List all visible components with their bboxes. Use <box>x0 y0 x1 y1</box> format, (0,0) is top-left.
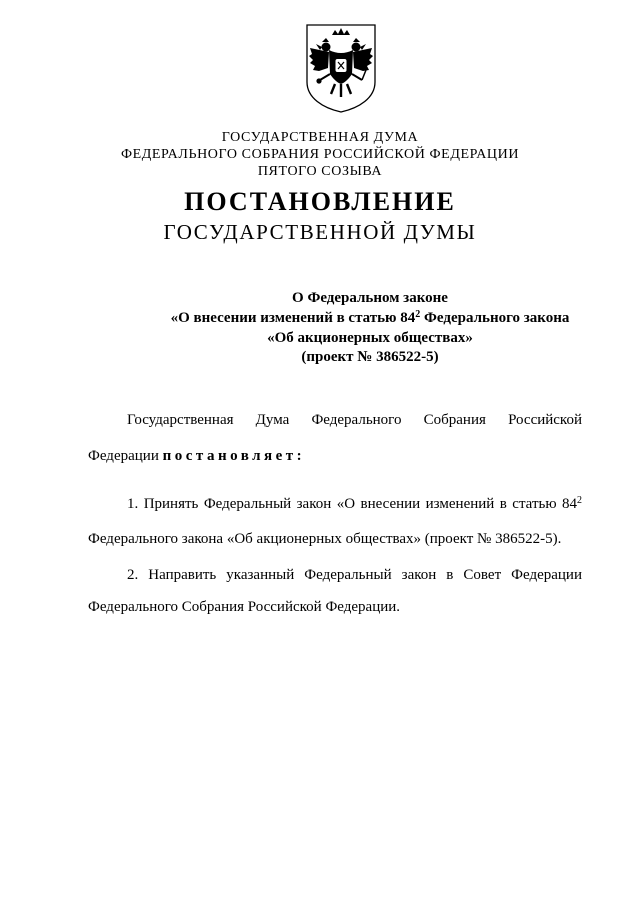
item-2-line-1: 2. Направить указанный Федеральный закон в Совет Федерации <box>127 567 582 583</box>
item-1-line-2: Федерального закона «Об акционерных обществах» (проект № 386522-5). <box>88 531 562 547</box>
item-1-superscript: 2 <box>577 495 582 506</box>
convocation-line: ПЯТОГО СОЗЫВА <box>257 164 383 179</box>
organization-name-line-1: ГОСУДАРСТВЕННАЯ ДУМА <box>221 130 419 145</box>
organization-name-line-2: ФЕДЕРАЛЬНОГО СОБРАНИЯ РОССИЙСКОЙ ФЕДЕРАЦИИ <box>120 147 520 162</box>
coat-of-arms-emblem <box>302 22 380 114</box>
resolves-keyword: постановляет: <box>162 448 306 464</box>
document-type-title: ПОСТАНОВЛЕНИЕ <box>184 187 456 216</box>
subject-line-3: «Об акционерных обществах» <box>267 330 473 346</box>
subject-line-2-text-end: Федерального закона <box>420 310 570 326</box>
item-1-line-1 <box>127 496 582 513</box>
body-intro-prefix: Федерации <box>88 448 163 464</box>
body-intro-line-1: Государственная Дума Федерального Собрания Российской <box>127 412 582 428</box>
article-number-superscript: 2 <box>415 309 421 320</box>
body-intro-line-2 <box>88 448 305 465</box>
draft-number-line: (проект № 386522-5) <box>301 349 439 365</box>
double-headed-eagle-icon <box>302 22 380 114</box>
document-issuer-title: ГОСУДАРСТВЕННОЙ ДУМЫ <box>163 220 477 244</box>
subject-line-1: О Федеральном законе <box>292 290 448 306</box>
subject-line-2-text: «О внесении изменений в статью 84 <box>170 310 416 326</box>
item-1-text: 1. Принять Федеральный закон «О внесении изменений в статью 84 <box>127 496 577 512</box>
item-2-line-2: Федерального Собрания Российской Федерации. <box>88 599 401 615</box>
subject-line-2 <box>0 310 640 327</box>
